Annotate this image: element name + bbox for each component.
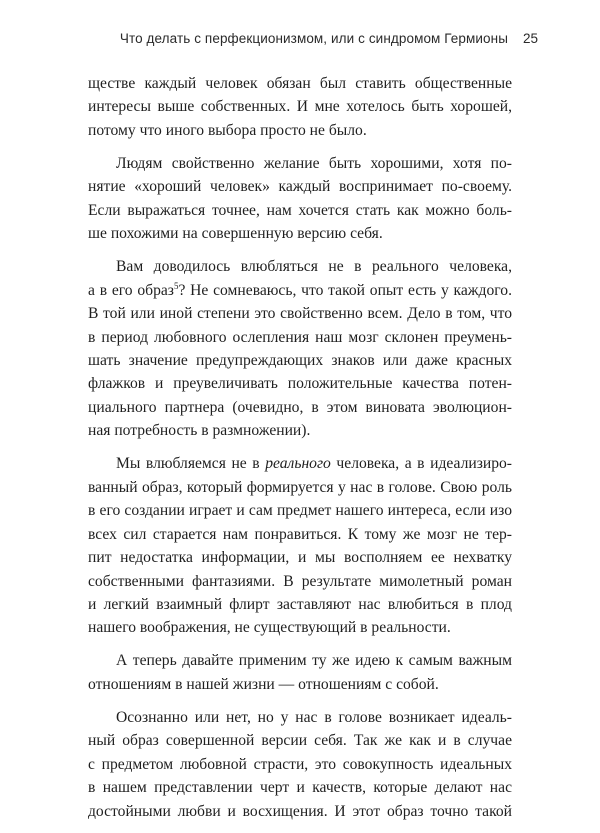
text-line: в его создании играет и сам предмет нашего интереса, если изо (88, 502, 512, 520)
text-line: А теперь давайте применим ту же идею к самым важным (116, 652, 512, 670)
text-line: и легкий взаимный флирт заставляют нас влюбиться в плод (88, 596, 512, 614)
text-run: ? Не сомневаюсь, что такой опыт есть у каждого. (178, 281, 512, 299)
text-line: интересы выше собственных. И мне хотелось быть хорошей, (88, 98, 512, 116)
text-line: всех сил старается нам понравиться. К тому же мозг не тер- (88, 525, 512, 543)
text-line: потому что иного выбора просто не было. (88, 121, 367, 139)
text-line: в нашем представлении черт и качеств, которые делают нас (88, 779, 512, 797)
text-line: в период любовного ослепления наш мозг склонен преумень- (88, 328, 512, 346)
paragraph-5 (88, 649, 512, 696)
text-line: ше похожими на совершенную версию себя. (88, 225, 383, 243)
page-number: 25 (523, 31, 539, 46)
text-line: Людям свойственно желание быть хорошими, хотя по- (116, 154, 512, 172)
text-line: ная потребность в размножении). (88, 422, 311, 440)
text-line: пит недостатка информации, и мы восполняем ее нехватку (88, 549, 512, 567)
text-line: Если выражаться точнее, нам хочется стать как можно боль- (88, 201, 512, 219)
footnote-marker[interactable]: 5 (173, 280, 179, 291)
text-line: ный образ совершенной версии себя. Так же как и в случае (88, 732, 512, 750)
text-line (88, 452, 512, 475)
paragraph-1 (88, 72, 512, 142)
text-line: флажков и преувеличивать положительные качества потен- (88, 375, 512, 393)
text-line: достойными любви и восхищения. И этот образ точно такой (88, 802, 512, 820)
paragraph-4 (88, 452, 512, 640)
text-line: собственными фантазиями. В результате мимолетный роман (88, 572, 512, 590)
text-line: В той или иной степени это свойственно всем. Дело в том, что (88, 305, 512, 323)
text-line: шать значение предупреждающих знаков или даже красных (88, 351, 512, 369)
text-line: ванный образ, который формируется у нас в голове. Свою роль (88, 478, 512, 496)
emphasis: реального (265, 455, 331, 473)
text-line: нятие «хороший человек» каждый воспринимает по-своему. (88, 178, 512, 196)
text-run: человека, а в идеализиро- (330, 455, 512, 473)
paragraph-2 (88, 152, 512, 246)
text-line: нашего воображения, не существующий в реальности. (88, 619, 451, 637)
paragraph-6 (88, 706, 512, 823)
text-run: а в его образ (88, 281, 174, 299)
text-line: циального партнера (очевидно, в этом виновата эволюцион- (88, 398, 512, 416)
text-line: Вам доводилось влюбляться не в реального человека, (116, 258, 512, 276)
paragraph-3 (88, 255, 512, 443)
body-text (88, 72, 512, 833)
running-title: Что делать с перфекционизмом, или с синдромом Гермионы (119, 31, 508, 46)
text-line (88, 279, 512, 302)
text-line: ществе каждый человек обязан был ставить общественные (88, 75, 512, 92)
text-line: Осознанно или нет, но у нас в голове возникает идеаль- (116, 708, 512, 726)
text-line: с предметом любовной страсти, это совокупность идеальных (88, 755, 512, 773)
text-line: отношениям в нашей жизни — отношениям с собой. (88, 675, 439, 693)
text-run: Мы влюбляемся не в (116, 455, 266, 473)
